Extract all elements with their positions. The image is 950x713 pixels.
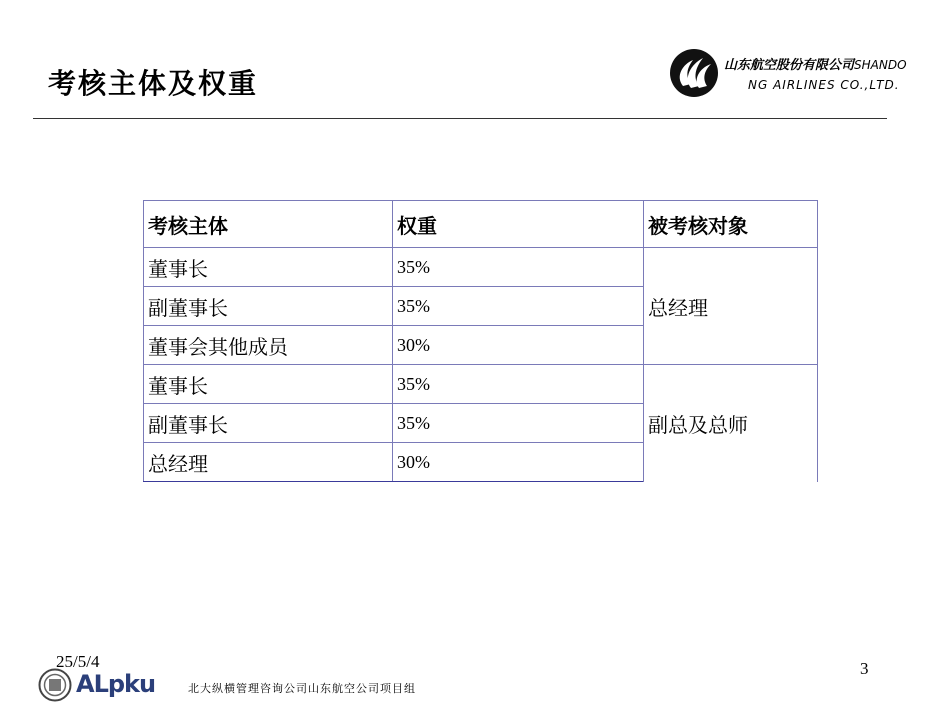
company-name — [724, 54, 944, 92]
company-name-en-part2: NG AIRLINES CO.,LTD. — [748, 78, 900, 92]
title-divider — [33, 118, 887, 119]
slide-date: 25/5/4 — [56, 652, 100, 671]
cell-weight: 35% — [393, 404, 644, 443]
shandong-airlines-logo-icon — [669, 46, 719, 98]
alpku-brand: ALpku — [76, 670, 156, 698]
footer-org-text: 北大纵横管理咨询公司山东航空公司项目组 — [188, 682, 416, 695]
cell-weight: 30% — [393, 443, 644, 482]
page-number: 3 — [860, 659, 869, 678]
cell-weight: 35% — [393, 287, 644, 326]
cell-subject: 副董事长 — [144, 287, 393, 326]
cell-subject: 总经理 — [144, 443, 393, 482]
cell-weight: 30% — [393, 326, 644, 365]
cell-weight: 35% — [393, 248, 644, 287]
slide-title: 考核主体及权重 — [48, 67, 259, 100]
header-subject: 考核主体 — [144, 201, 393, 248]
header-weight: 权重 — [393, 201, 644, 248]
cell-target: 副总及总师 — [644, 365, 818, 482]
cell-subject: 副董事长 — [144, 404, 393, 443]
peking-university-emblem-icon — [38, 668, 72, 702]
cell-target: 总经理 — [644, 248, 818, 365]
company-name-en-part1: SHANDO — [854, 58, 907, 72]
table-header-row — [144, 201, 818, 248]
table-row — [144, 248, 818, 287]
company-name-cn: 山东航空股份有限公司 — [724, 58, 855, 73]
cell-subject: 董事长 — [144, 365, 393, 404]
cell-subject: 董事会其他成员 — [144, 326, 393, 365]
header-target: 被考核对象 — [644, 201, 818, 248]
evaluation-weight-table — [143, 200, 818, 482]
cell-weight: 35% — [393, 365, 644, 404]
cell-subject: 董事长 — [144, 248, 393, 287]
table-row — [144, 365, 818, 404]
